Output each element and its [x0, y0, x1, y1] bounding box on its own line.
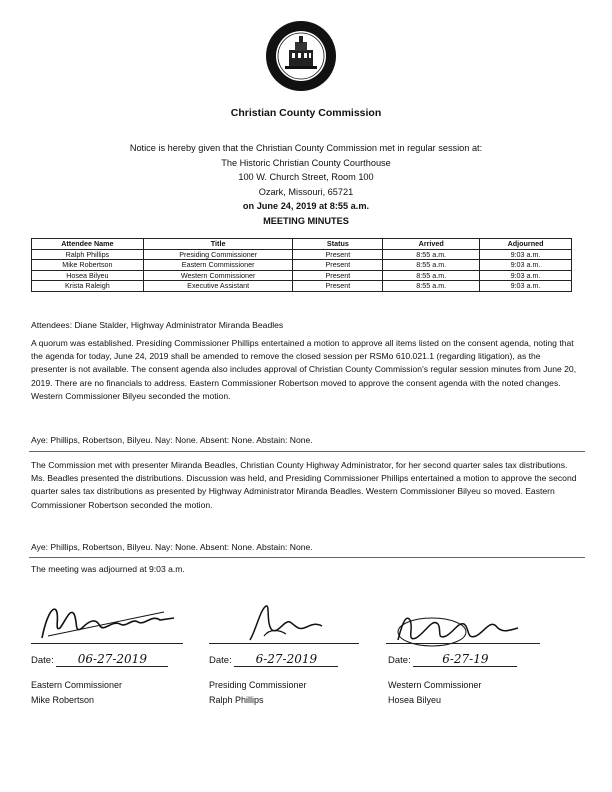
attendee-status: Present — [293, 281, 383, 292]
attendee-adjourned: 9:03 a.m. — [480, 270, 572, 281]
attendee-name: Hosea Bilyeu — [32, 270, 144, 281]
page-title: Christian County Commission — [230, 107, 382, 119]
divider — [29, 451, 585, 452]
minutes-heading: MEETING MINUTES — [263, 215, 349, 226]
vote-line: Aye: Phillips, Robertson, Bilyeu. Nay: None. Absent: None. Abstain: None. — [31, 542, 313, 552]
notice-date-line: on June 24, 2019 at 8:55 a.m. — [242, 201, 370, 212]
notice-line: Ozark, Missouri, 65721 — [258, 186, 354, 197]
attendee-status: Present — [293, 270, 383, 281]
signature-line — [386, 643, 540, 644]
minutes-paragraph: A quorum was established. Presiding Commissioner Phillips entertained a motion to approve all items listed on the consent agenda, noting that the agenda for today, June 24, 2019 shall be amended to remove the closed session per RSMo 610.021.1 (regarding litigation), as the presenter is not available. The consent agenda also includes approval of Christian County Commission's regular session minutes from June 20, 2019. There are no financials to address. Eastern Commissioner Robertson moved to approve the consent agenda with the noted changes. Western Commissioner Bilyeu seconded the motion. — [31, 338, 577, 401]
signature-hosea-bilyeu — [392, 610, 532, 652]
minutes-paragraph: The Commission met with presenter Miranda Beadles, Christian County Highway Administrator, for her second quarter sales tax distributions. Ms. Beadles presented the distributions. Discussion was held, and Presiding Commissioner Phillips entertained a motion to approve the second quarter sales tax distributions as presented by Highway Administrator Miranda Beadles. Western Commissioner Bilyeu so moved. Eastern Commissioner Robertson seconded the motion. — [31, 460, 577, 510]
signature-line — [31, 643, 183, 644]
attendee-status: Present — [293, 260, 383, 271]
attendees-line: Attendees: Diane Stalder, Highway Administrator Miranda Beadles — [31, 320, 284, 330]
date-field — [209, 652, 359, 667]
column-header: Attendee Name — [32, 239, 144, 250]
attendee-title: Western Commissioner — [143, 270, 293, 281]
attendee-title: Presiding Commissioner — [143, 249, 293, 260]
signatory-block — [209, 678, 307, 708]
attendee-adjourned: 9:03 a.m. — [480, 260, 572, 271]
signature-ralph-phillips — [240, 600, 330, 644]
table-row — [32, 270, 572, 281]
notice-line: The Historic Christian County Courthouse — [221, 157, 391, 168]
county-seal-image — [265, 20, 337, 92]
date-field — [388, 652, 538, 667]
table-row — [32, 249, 572, 260]
attendee-arrived: 8:55 a.m. — [383, 249, 480, 260]
date-label: Date: — [209, 655, 232, 666]
attendee-name: Krista Raleigh — [32, 281, 144, 292]
signature-mike-robertson — [34, 598, 184, 644]
date-field — [31, 652, 191, 667]
signatory-title: Presiding Commissioner — [209, 680, 307, 690]
attendee-arrived: 8:55 a.m. — [383, 260, 480, 271]
table-row — [32, 281, 572, 292]
adjourned-line: The meeting was adjourned at 9:03 a.m. — [31, 564, 185, 574]
signature-line — [209, 643, 359, 644]
notice-line: Notice is hereby given that the Christian County Commission met in regular session at: — [129, 143, 483, 153]
date-value: 6-27-19 — [413, 652, 517, 667]
attendance-table — [31, 238, 572, 292]
attendee-title: Eastern Commissioner — [143, 260, 293, 271]
attendee-name: Mike Robertson — [32, 260, 144, 271]
attendee-adjourned: 9:03 a.m. — [480, 281, 572, 292]
divider — [29, 557, 585, 558]
date-value: 06-27-2019 — [56, 652, 168, 667]
attendee-arrived: 8:55 a.m. — [383, 281, 480, 292]
attendee-name: Ralph Phillips — [32, 249, 144, 260]
date-value: 6-27-2019 — [234, 652, 338, 667]
attendee-status: Present — [293, 249, 383, 260]
attendee-adjourned: 9:03 a.m. — [480, 249, 572, 260]
column-header: Adjourned — [480, 239, 572, 250]
signatory-name: Hosea Bilyeu — [388, 695, 442, 705]
table-row — [32, 260, 572, 271]
attendee-title: Executive Assistant — [143, 281, 293, 292]
date-label: Date: — [388, 655, 411, 666]
column-header: Arrived — [383, 239, 480, 250]
vote-line: Aye: Phillips, Robertson, Bilyeu. Nay: None. Absent: None. Abstain: None. — [31, 435, 313, 445]
signatory-title: Eastern Commissioner — [31, 680, 123, 690]
signatory-block — [388, 678, 481, 708]
meeting-notice — [0, 141, 612, 229]
date-label: Date: — [31, 655, 54, 666]
signatory-name: Ralph Phillips — [209, 695, 264, 705]
signatory-title: Western Commissioner — [388, 680, 482, 690]
column-header: Status — [293, 239, 383, 250]
signatory-block — [31, 678, 122, 708]
notice-line: 100 W. Church Street, Room 100 — [238, 172, 374, 183]
signatory-name: Mike Robertson — [31, 695, 95, 705]
column-header: Title — [143, 239, 293, 250]
attendee-arrived: 8:55 a.m. — [383, 270, 480, 281]
table-header-row — [32, 239, 572, 250]
